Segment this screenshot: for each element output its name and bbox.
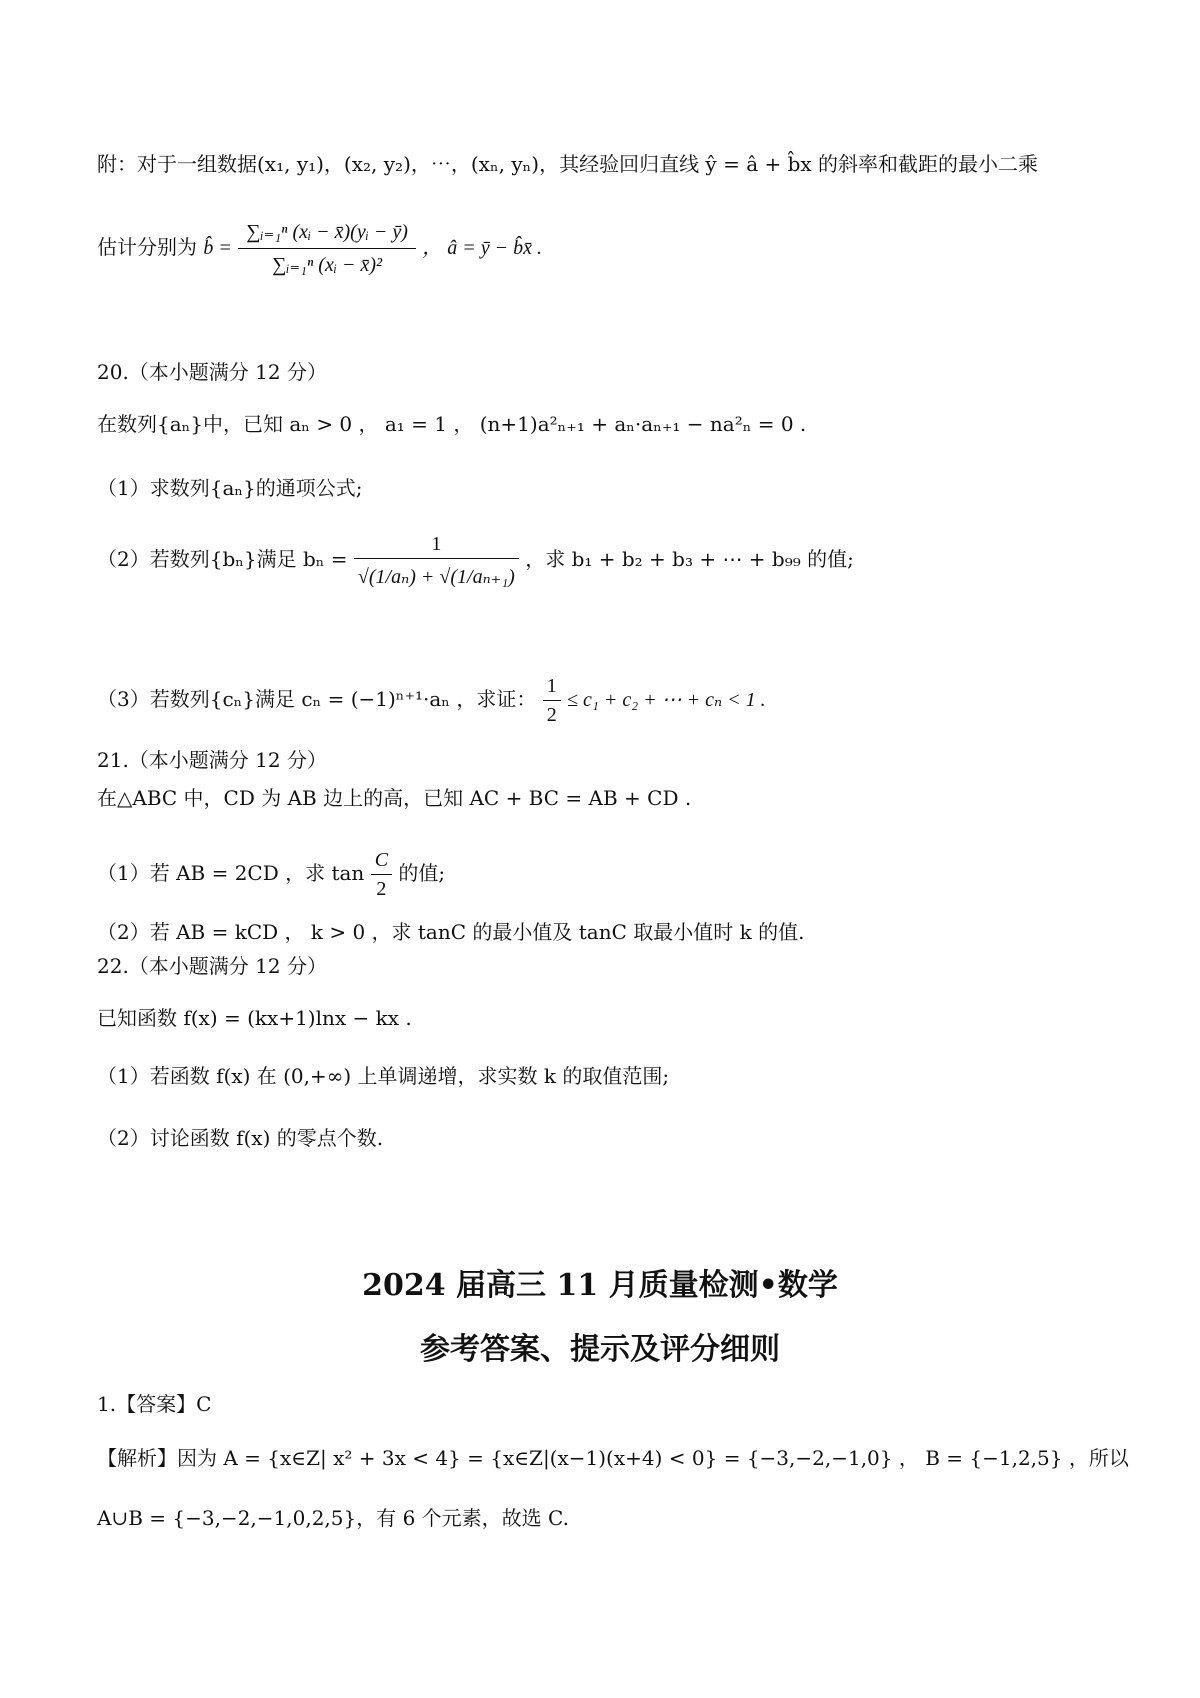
q20-part3-prefix: （3）若数列{cₙ}满足 cₙ = (−1)ⁿ⁺¹·aₙ ，求证： bbox=[97, 687, 537, 711]
b-hat-fraction bbox=[238, 216, 416, 281]
q22-stem: 已知函数 f(x) = (kx+1)lnx − kx . bbox=[97, 1006, 412, 1030]
answer-1-analysis: 【解析】因为 A = {x∈Z| x² + 3x < 4} = {x∈Z|(x−1)(x+4) < 0} = {−3,−2,−1,0} ， B = {−1,2,5} ，所以 bbox=[97, 1446, 1129, 1470]
q21-part1 bbox=[97, 846, 445, 903]
q22-part2: （2）讨论函数 f(x) 的零点个数. bbox=[97, 1126, 384, 1150]
q20-part2-prefix: （2）若数列{bₙ}满足 bₙ = bbox=[97, 547, 348, 571]
q21-part1-prefix: （1）若 AB = 2CD ，求 tan bbox=[97, 861, 365, 885]
q20-stem: 在数列{aₙ}中，已知 aₙ > 0 ， a₁ = 1 ， (n+1)a²ₙ₊₁ + aₙ·aₙ₊₁ − na²ₙ = 0 . bbox=[97, 412, 807, 436]
appendix-line1: 附：对于一组数据(x₁, y₁)，(x₂, y₂)，⋯，(xₙ, yₙ)，其经验回归直线 ŷ = â + b̂x 的斜率和截距的最小二乘 bbox=[97, 152, 1039, 176]
answer-1-conclusion: A∪B = {−3,−2,−1,0,2,5}，有 6 个元素，故选 C. bbox=[97, 1506, 569, 1530]
q20-part1: （1）求数列{aₙ}的通项公式; bbox=[97, 476, 363, 500]
b-n-fraction bbox=[354, 530, 519, 591]
b-n-numerator: 1 bbox=[431, 533, 442, 555]
q21-part1-suffix: 的值; bbox=[398, 861, 446, 885]
appendix-prefix: 估计分别为 bbox=[97, 235, 197, 259]
appendix-formula bbox=[97, 216, 542, 326]
q20-part3-suffix: ≤ c₁ + c₂ + ⋯ + cₙ < 1 . bbox=[567, 689, 766, 711]
q20-header: 20.（本小题满分 12 分） bbox=[97, 360, 327, 384]
answers-title: 2024 届高三 11 月质量检测•数学 bbox=[362, 1268, 838, 1303]
half-denominator: 2 bbox=[546, 704, 557, 726]
c-numerator: C bbox=[374, 849, 389, 871]
q22-part1: （1）若函数 f(x) 在 (0,+∞) 上单调递增，求实数 k 的取值范围; bbox=[97, 1064, 670, 1088]
c-denominator: 2 bbox=[376, 878, 387, 900]
answers-subtitle: 参考答案、提示及评分细则 bbox=[420, 1332, 780, 1367]
q22-header: 22.（本小题满分 12 分） bbox=[97, 954, 327, 978]
b-hat-denominator: ∑ᵢ₌₁ⁿ (xᵢ − x̄)² bbox=[272, 254, 383, 276]
half-fraction bbox=[543, 672, 561, 729]
half-numerator: 1 bbox=[546, 675, 557, 697]
answer-1-label: 1.【答案】C bbox=[97, 1392, 212, 1416]
q21-header: 21.（本小题满分 12 分） bbox=[97, 748, 327, 772]
b-hat-label: b̂ = bbox=[203, 237, 232, 259]
q21-part2: （2）若 AB = kCD ， k > 0 ，求 tanC 的最小值及 tanC 取最小值时 k 的值. bbox=[97, 920, 805, 944]
q21-stem: 在△ABC 中，CD 为 AB 边上的高，已知 AC + BC = AB + CD . bbox=[97, 786, 692, 810]
a-hat-formula: ， â = ȳ − b̂x̄ . bbox=[422, 237, 543, 259]
c-half-fraction bbox=[371, 846, 392, 903]
q20-part2 bbox=[97, 530, 854, 610]
b-hat-numerator: ∑ᵢ₌₁ⁿ (xᵢ − x̄)(yᵢ − ȳ) bbox=[246, 221, 408, 243]
q20-part3 bbox=[97, 672, 766, 729]
b-n-denominator: √(1/aₙ) + √(1/aₙ₊₁) bbox=[357, 566, 515, 588]
q20-part2-suffix: ，求 b₁ + b₂ + b₃ + ⋯ + b₉₉ 的值; bbox=[525, 547, 854, 571]
